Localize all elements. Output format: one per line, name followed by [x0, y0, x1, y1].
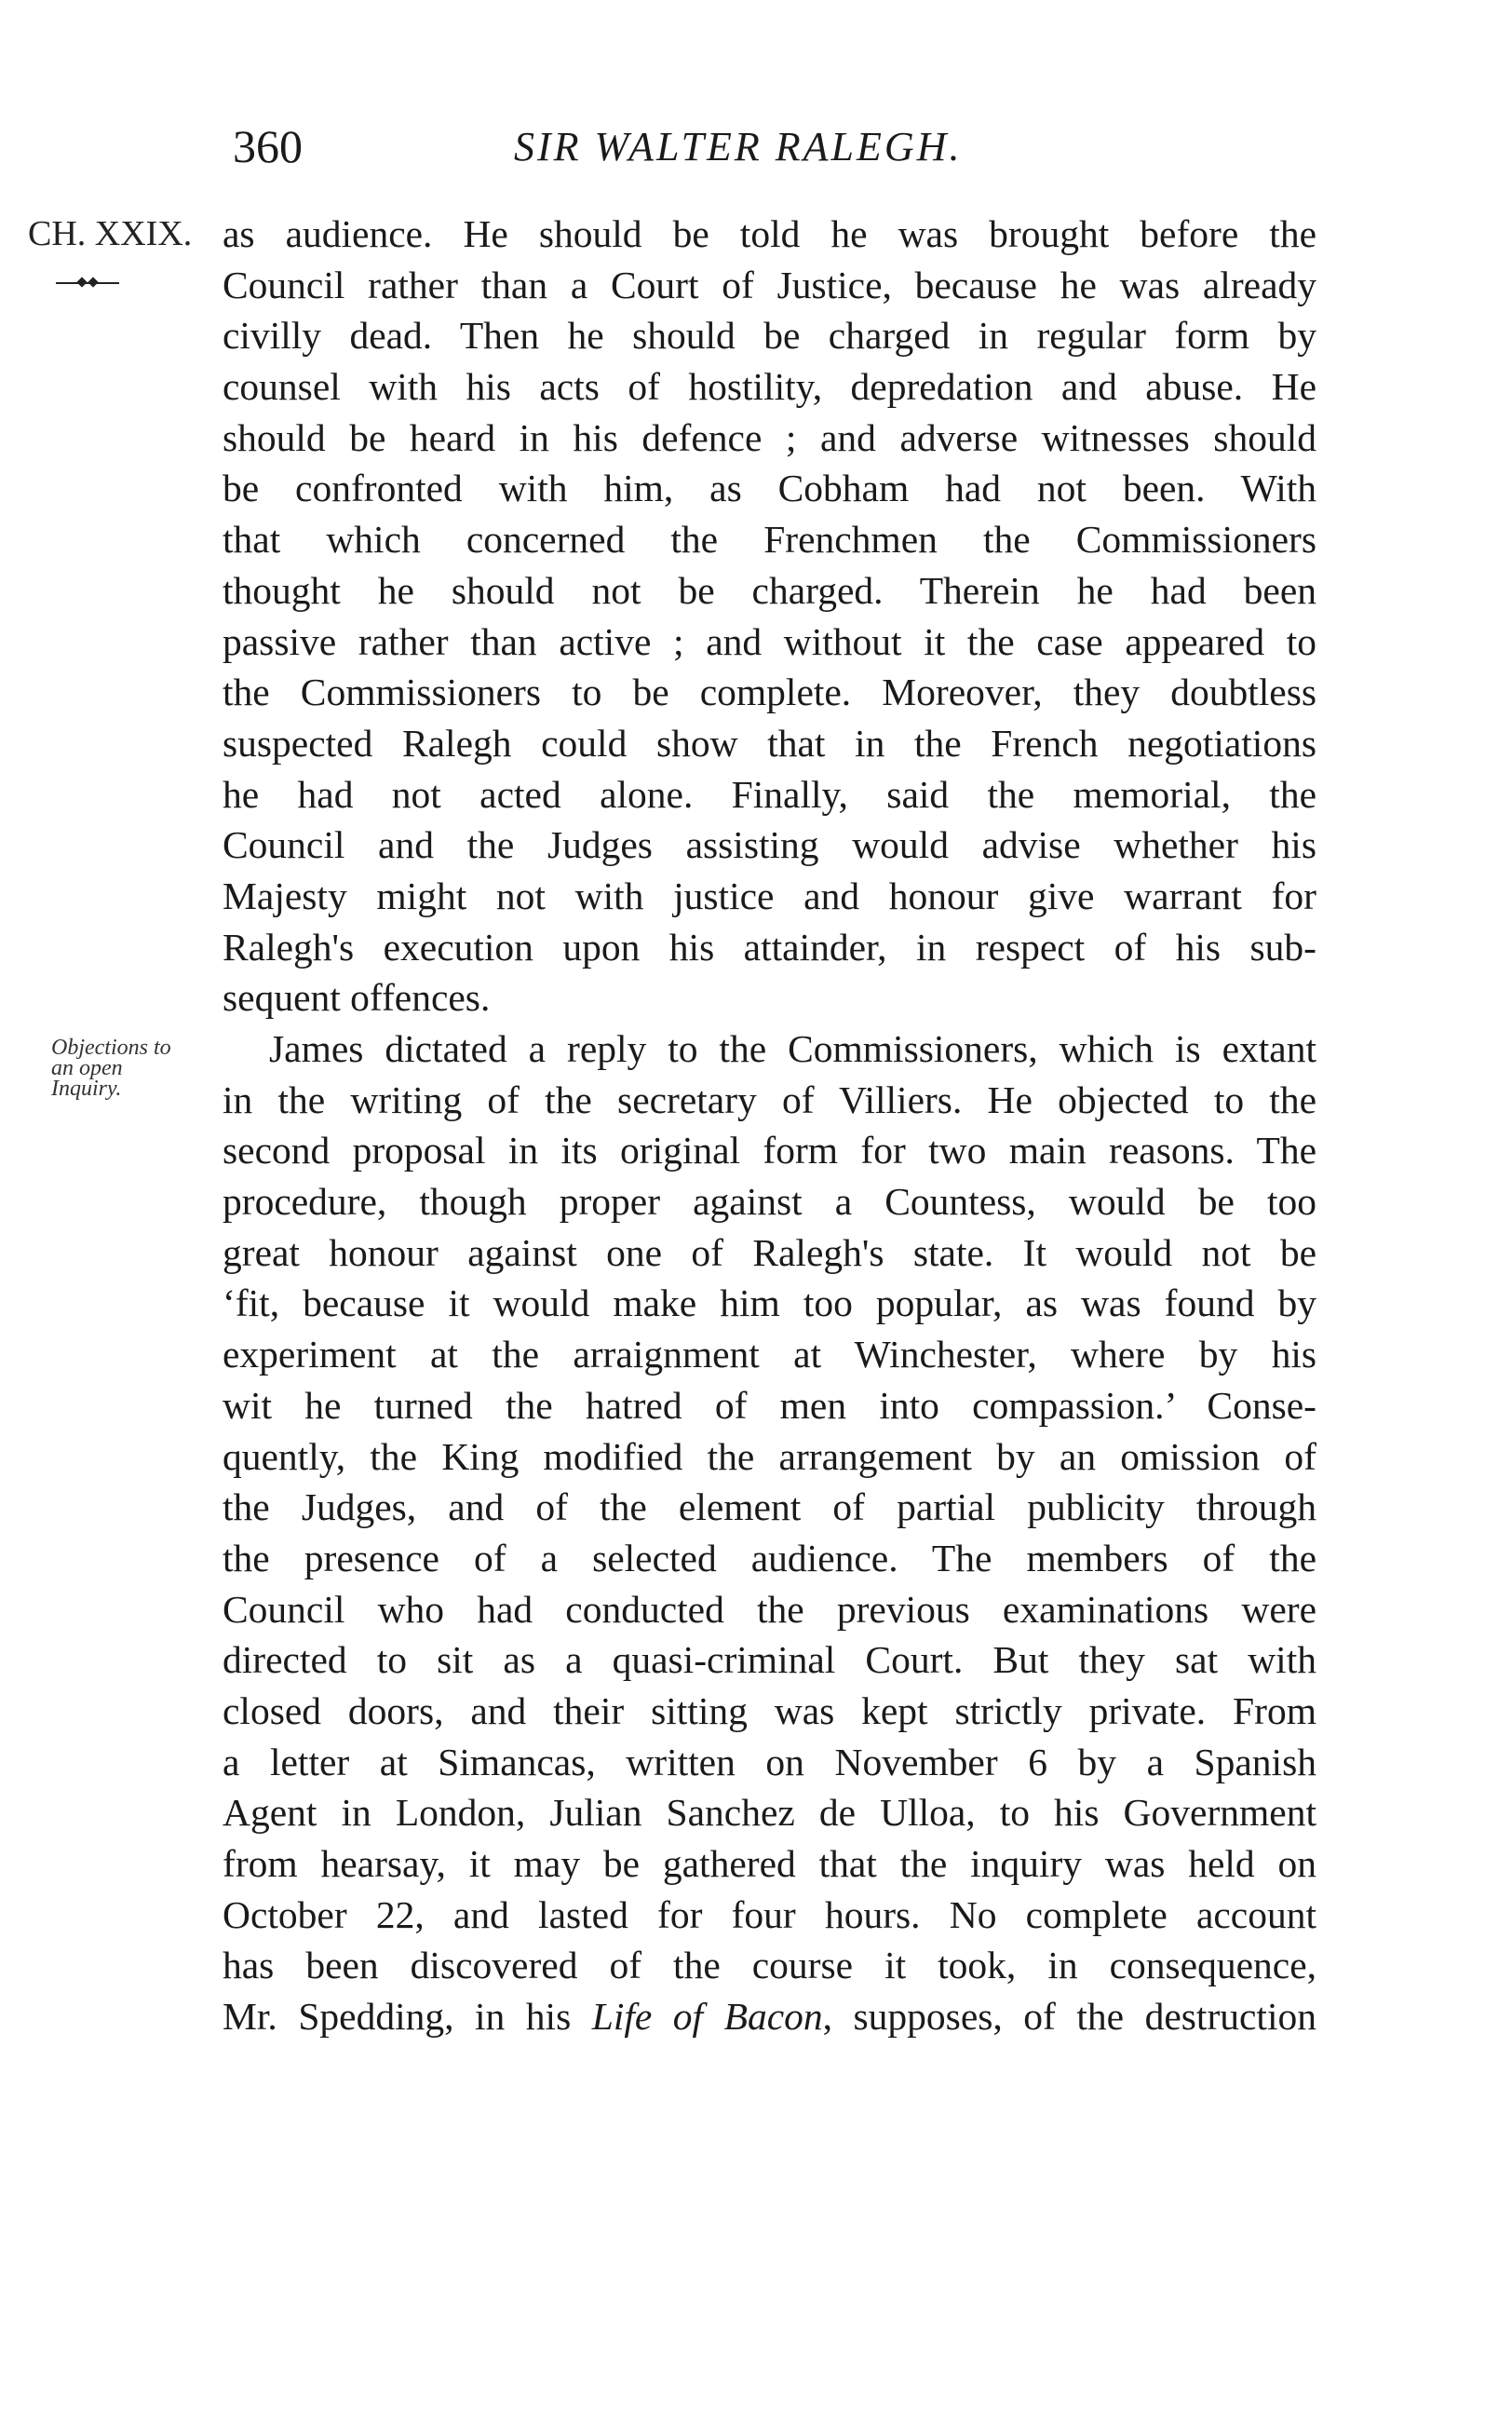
page-number: 360: [233, 120, 303, 172]
text-line: the Judges, and of the element of partial publicity through: [223, 1485, 1316, 1529]
text-line: Council and the Judges assisting would advise whether his: [223, 823, 1316, 867]
text-line: thought he should not be charged. Therein he had been: [223, 568, 1316, 612]
text-line: in the writing of the secretary of Villiers. He objected to the: [223, 1078, 1316, 1121]
text-line: wit he turned the hatred of men into compassion.’ Conse-: [223, 1383, 1316, 1427]
text-line: Council who had conducted the previous examinations were: [223, 1587, 1316, 1631]
text-line: from hearsay, it may be gathered that the inquiry was held on: [223, 1842, 1316, 1885]
text-line: experiment at the arraignment at Winchester, where by his: [223, 1333, 1316, 1376]
text-line: he had not acted alone. Finally, said the memorial, the: [223, 772, 1316, 816]
sidenote-line: Inquiry.: [51, 1077, 122, 1101]
margin-sidenote: [51, 1037, 171, 1099]
text-line: should be heard in his defence ; and adverse witnesses should: [223, 415, 1316, 459]
text-line: civilly dead. Then he should be charged in regular form by: [223, 314, 1316, 358]
text-line: procedure, though proper against a Countess, would be too: [223, 1180, 1316, 1224]
text-line: that which concerned the Frenchmen the Commissioners: [223, 518, 1316, 562]
text-line: has been discovered of the course it took, in consequence,: [223, 1944, 1316, 1987]
text-line: [223, 1991, 1316, 2042]
text-line: the presence of a selected audience. The members of the: [223, 1536, 1316, 1579]
text-line: Ralegh's execution upon his attainder, in respect of his sub-: [223, 925, 1316, 969]
text-line: passive rather than active ; and without it the case appeared to: [223, 619, 1316, 663]
text-segment: , supposes, of the destruction: [822, 1995, 1316, 2039]
text-line: sequent offences.: [223, 976, 491, 1020]
text-line: closed doors, and their sitting was kept strictly private. From: [223, 1688, 1316, 1732]
text-line: second proposal in its original form for two main reasons. The: [223, 1129, 1316, 1173]
sidenote-line: an open: [51, 1056, 123, 1080]
text-line: the Commissioners to be complete. Moreover, they doubtless: [223, 671, 1316, 714]
text-line: Council rather than a Court of Justice, because he was already: [223, 263, 1316, 306]
text-line: be confronted with him, as Cobham had not been. With: [223, 467, 1316, 510]
sidenote-line: Objections to: [51, 1036, 171, 1060]
running-title: SIR WALTER RALEGH.: [514, 124, 963, 169]
text-line: ‘fit, because it would make him too popular, as was found by: [223, 1281, 1316, 1325]
ornament-rule: [56, 282, 119, 284]
text-line: James dictated a reply to the Commissioners, which is extant: [269, 1027, 1316, 1070]
chapter-marker: CH. XXIX.: [28, 214, 193, 253]
text-line: Agent in London, Julian Sanchez de Ulloa, to his Government: [223, 1791, 1316, 1835]
italic-title: Life of Bacon: [591, 1995, 823, 2039]
text-line: counsel with his acts of hostility, depredation and abuse. He: [223, 365, 1316, 409]
text-line: directed to sit as a quasi-criminal Court. But they sat with: [223, 1638, 1316, 1682]
text-line: suspected Ralegh could show that in the French negotiations: [223, 721, 1316, 765]
text-line: as audience. He should be told he was brought before the: [223, 212, 1316, 255]
text-line: October 22, and lasted for four hours. No complete account: [223, 1892, 1316, 1936]
text-line: great honour against one of Ralegh's state. It would not be: [223, 1230, 1316, 1274]
text-line: a letter at Simancas, written on November 6 by a Spanish: [223, 1740, 1316, 1783]
text-segment: Mr. Spedding, in his: [223, 1995, 592, 2039]
body-text: [223, 209, 1316, 2042]
text-line: Majesty might not with justice and honour give warrant for: [223, 874, 1316, 917]
text-line: quently, the King modified the arrangement by an omission of: [223, 1434, 1316, 1478]
